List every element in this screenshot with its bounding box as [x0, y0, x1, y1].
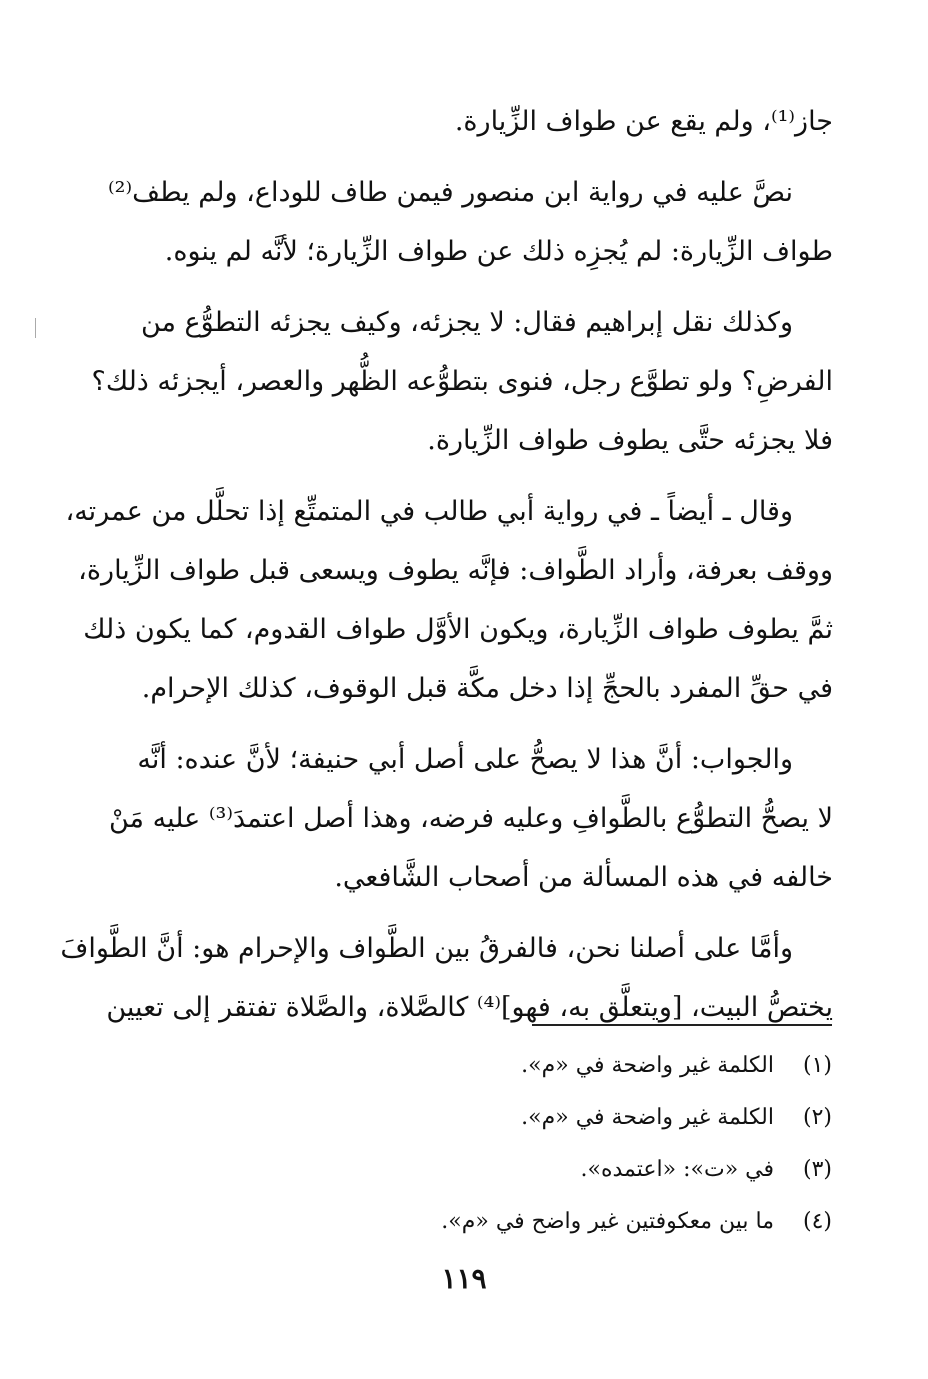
text-line: جاز⁽¹⁾، ولم يقع عن طواف الزِّيارة.	[454, 106, 833, 137]
text-line: الفرضِ؟ ولو تطوَّع رجل، فنوى بتطوُّعه الظُّهر والعصر، أيجزئه ذلك؟	[91, 366, 833, 397]
main-text	[60, 92, 833, 1037]
footnote-text: ما بين معكوفتين غير واضح في «م».	[441, 1209, 774, 1234]
footnotes	[300, 1040, 832, 1248]
text-line: لا يصحُّ التطوُّع بالطَّوافِ وعليه فرضه، وهذا أصل اعتمدَ⁽³⁾ عليه مَنْ	[109, 803, 833, 834]
scan-margin-mark	[35, 318, 36, 338]
text-line: نصَّ عليه في رواية ابن منصور فيمن طاف للوداع، ولم يطف⁽²⁾	[108, 177, 793, 208]
footnote-text: الكلمة غير واضحة في «م».	[521, 1105, 774, 1130]
text-line: وقال ـ أيضاً ـ في رواية أبي طالب في المتمتِّع إذا تحلَّل من عمرته،	[65, 496, 793, 527]
text-line: يختصُّ البيت، [ويتعلَّق به، فهو]⁽⁴⁾ كالصَّلاة، والصَّلاة تفتقر إلى تعيين	[106, 992, 833, 1023]
paragraph	[60, 919, 833, 1037]
text-line: ووقف بعرفة، وأراد الطَّواف: فإنَّه يطوف ويسعى قبل طواف الزِّيارة،	[78, 555, 833, 586]
text-line: والجواب: أنَّ هذا لا يصحُّ على أصل أبي حنيفة؛ لأنَّ عنده: أنَّه	[137, 744, 793, 775]
footnote-text: في «ت»: «اعتمده».	[580, 1157, 774, 1182]
footnote-number: (١)	[802, 1053, 832, 1078]
text-line: ثمَّ يطوف طواف الزِّيارة، ويكون الأوَّل طواف القدوم، كما يكون ذلك	[83, 614, 833, 645]
footnote-number: (٢)	[802, 1105, 832, 1130]
footnote-item	[300, 1196, 832, 1248]
text-line: خالفه في هذه المسألة من أصحاب الشَّافعي.	[334, 862, 833, 893]
text-line: طواف الزِّيارة: لم يُجزِه ذلك عن طواف الزِّيارة؛ لأنَّه لم ينوه.	[164, 236, 833, 267]
footnote-item	[300, 1144, 832, 1196]
paragraph	[65, 482, 833, 718]
text-line: وأمَّا على أصلنا نحن، فالفرقُ بين الطَّواف والإحرام هو: أنَّ الطَّوافَ	[60, 933, 793, 964]
page-number: ١١٩	[441, 1262, 487, 1295]
text-line: فلا يجزئه حتَّى يطوف طواف الزِّيارة.	[427, 425, 833, 456]
paragraph	[108, 163, 833, 281]
paragraph	[109, 730, 833, 907]
footnote-item	[300, 1040, 832, 1092]
footnote-divider	[532, 1024, 832, 1026]
footnote-number: (٣)	[802, 1157, 832, 1182]
paragraph	[91, 293, 833, 470]
paragraph	[118, 92, 833, 151]
footnote-text: الكلمة غير واضحة في «م».	[521, 1053, 774, 1078]
text-line: وكذلك نقل إبراهيم فقال: لا يجزئه، وكيف يجزئه التطوُّع من	[140, 307, 793, 338]
footnote-number: (٤)	[802, 1209, 832, 1234]
text-line: في حقِّ المفرد بالحجِّ إذا دخل مكَّة قبل الوقوف، كذلك الإحرام.	[141, 673, 833, 704]
footnote-item	[300, 1092, 832, 1144]
